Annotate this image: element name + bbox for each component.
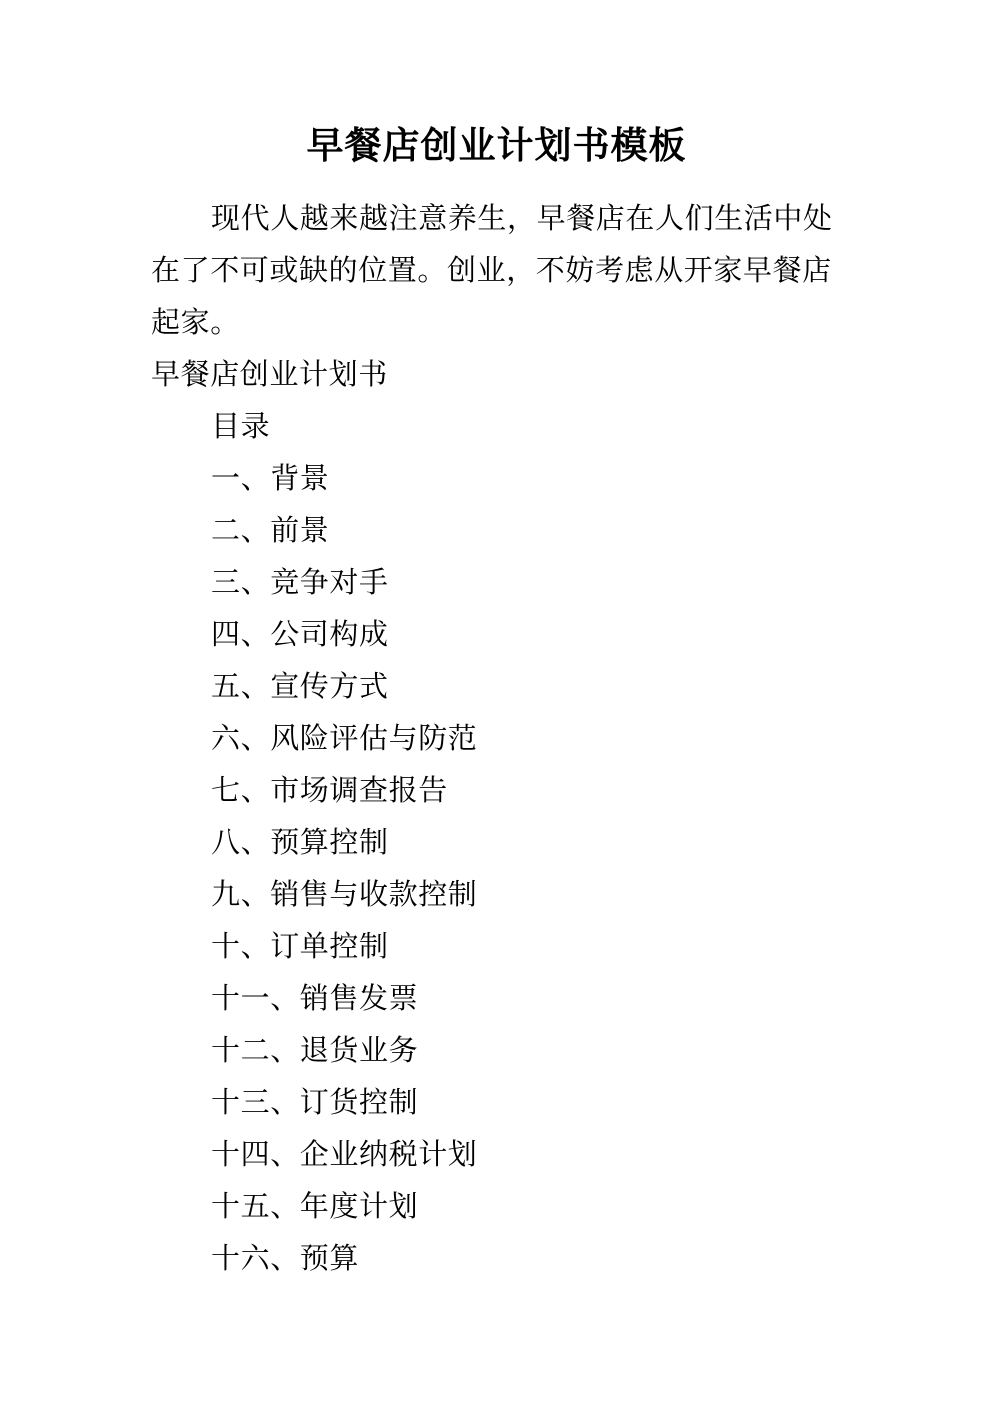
table-of-contents <box>211 400 477 1284</box>
intro-paragraph: 现代人越来越注意养生，早餐店在人们生活中处在了不可或缺的位置。创业，不妨考虑从开家早餐店起家。 <box>151 201 833 339</box>
toc-item: 九、销售与收款控制 <box>211 877 478 911</box>
toc-item: 四、公司构成 <box>211 617 389 651</box>
toc-item: 一、背景 <box>211 461 330 495</box>
toc-item: 八、预算控制 <box>211 825 389 859</box>
toc-item: 二、前景 <box>211 513 330 547</box>
document-title: 早餐店创业计划书模板 <box>306 124 687 167</box>
toc-item: 三、竞争对手 <box>211 565 389 599</box>
toc-item: 六、风险评估与防范 <box>211 721 478 755</box>
toc-item: 十一、销售发票 <box>211 981 419 1015</box>
toc-item: 十五、年度计划 <box>211 1189 419 1223</box>
toc-item: 七、市场调查报告 <box>211 773 448 807</box>
section-subtitle: 早餐店创业计划书 <box>151 357 388 391</box>
toc-item: 五、宣传方式 <box>211 669 389 703</box>
toc-item: 十二、退货业务 <box>211 1033 419 1067</box>
toc-item: 十、订单控制 <box>211 929 389 963</box>
toc-item: 十三、订货控制 <box>211 1085 419 1119</box>
toc-heading: 目录 <box>211 409 271 443</box>
toc-item: 十六、预算 <box>211 1241 360 1275</box>
toc-item: 十四、企业纳税计划 <box>211 1137 478 1171</box>
